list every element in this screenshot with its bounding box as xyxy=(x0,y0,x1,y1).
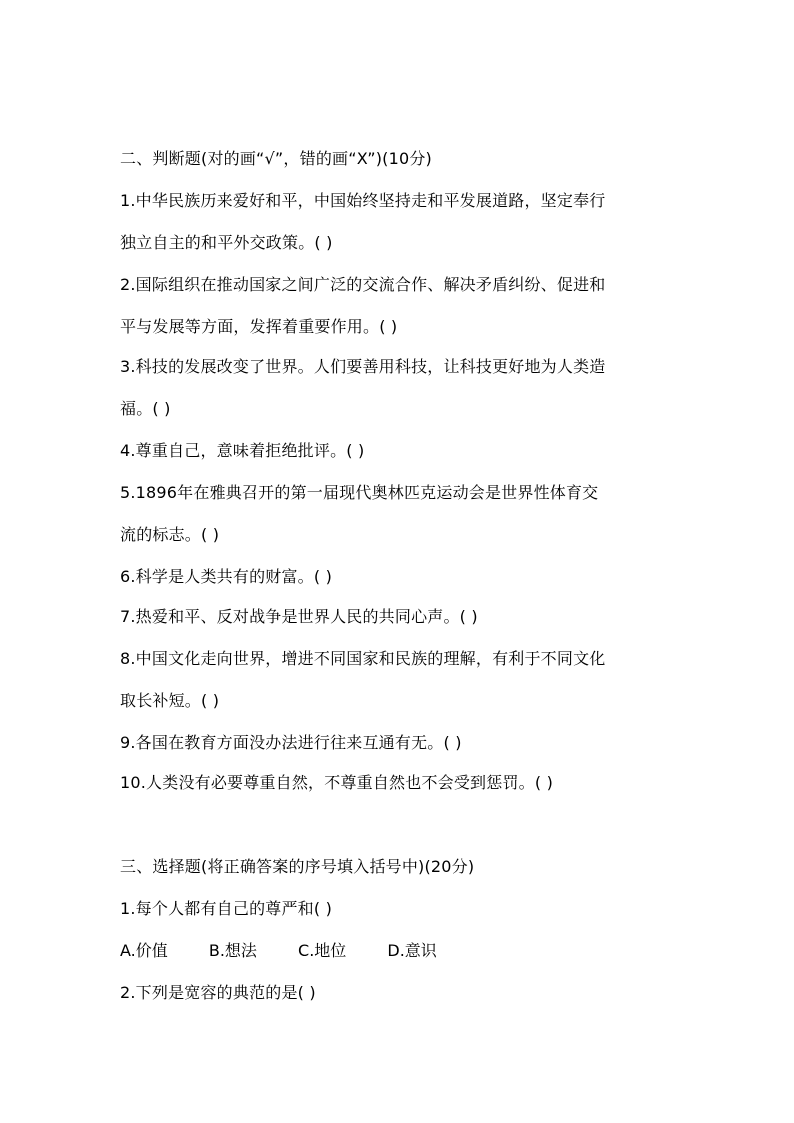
question-line: 9.各国在教育方面没办法进行往来互通有无。( ) xyxy=(120,733,462,752)
option-a: A.价值 xyxy=(120,941,168,960)
question-line: 8.中国文化走向世界，增进不同国家和民族的理解，有利于不同文化 xyxy=(120,649,606,668)
question-line: 独立自主的和平外交政策。( ) xyxy=(120,233,333,252)
question-line: 4.尊重自己，意味着拒绝批评。( ) xyxy=(120,441,365,460)
question-line: 1.每个人都有自己的尊严和( ) xyxy=(120,899,333,918)
question-line: 3.科技的发展改变了世界。人们要善用科技，让科技更好地为人类造 xyxy=(120,357,606,376)
question-line: 6.科学是人类共有的财富。( ) xyxy=(120,567,333,586)
question-line: 福。( ) xyxy=(120,399,171,418)
question-line: 1.中华民族历来爱好和平，中国始终坚持走和平发展道路，坚定奉行 xyxy=(120,191,606,210)
section-3-heading: 三、选择题(将正确答案的序号填入括号中)(20分) xyxy=(120,857,475,876)
answer-options xyxy=(120,941,473,961)
question-line: 7.热爱和平、反对战争是世界人民的共同心声。( ) xyxy=(120,607,478,626)
option-b: B.想法 xyxy=(208,941,257,960)
section-2-heading: 二、判断题(对的画“√”，错的画“X”)(10分) xyxy=(120,149,432,168)
question-line: 10.人类没有必要尊重自然，不尊重自然也不会受到惩罚。( ) xyxy=(120,773,554,792)
question-line: 取长补短。( ) xyxy=(120,691,220,710)
question-line: 2.下列是宽容的典范的是( ) xyxy=(120,983,316,1002)
option-c: C.地位 xyxy=(298,941,347,960)
option-d: D.意识 xyxy=(387,941,437,960)
question-line: 流的标志。( ) xyxy=(120,525,220,544)
question-line: 2.国际组织在推动国家之间广泛的交流合作、解决矛盾纠纷、促进和 xyxy=(120,275,606,294)
question-line: 平与发展等方面，发挥着重要作用。( ) xyxy=(120,317,398,336)
question-line: 5.1896年在雅典召开的第一届现代奥林匹克运动会是世界性体育交 xyxy=(120,483,599,502)
